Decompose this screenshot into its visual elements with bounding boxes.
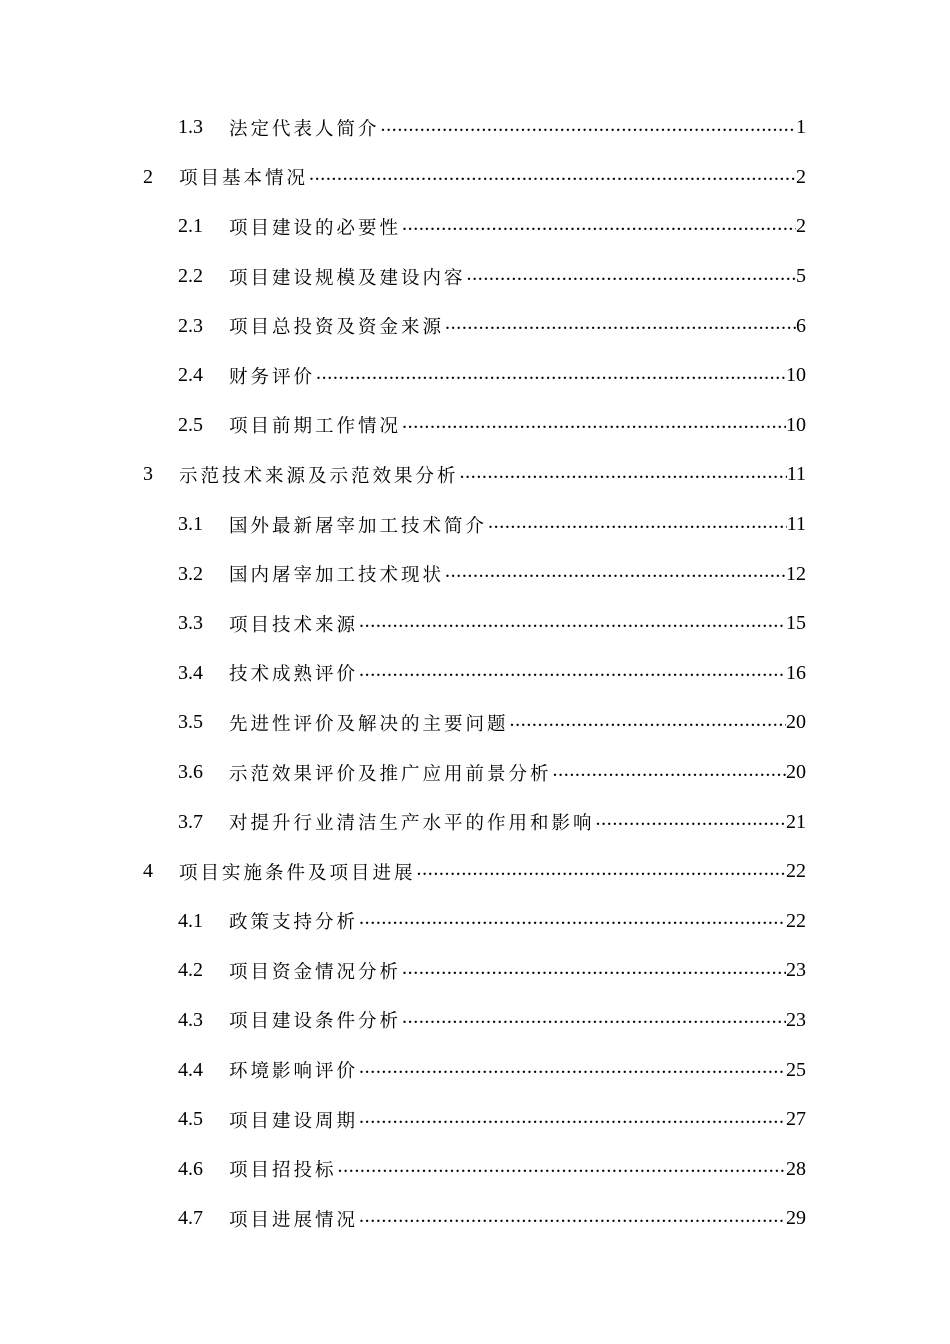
toc-entry-title: 先进性评价及解决的主要问题 bbox=[229, 713, 509, 735]
toc-entry-title: 项目建设条件分析 bbox=[229, 1011, 402, 1033]
toc-entry-number: 4.5 bbox=[178, 1108, 203, 1131]
toc-entry-number: 1.3 bbox=[178, 116, 203, 139]
toc-entry-title: 财务评价 bbox=[229, 366, 316, 388]
toc-entry-4-6[interactable] bbox=[0, 1144, 950, 1194]
toc-entry-number: 4 bbox=[143, 860, 153, 883]
toc-entry-3-1[interactable] bbox=[0, 500, 950, 550]
toc-entry-4[interactable] bbox=[0, 847, 950, 897]
toc-dot-leader bbox=[596, 812, 786, 832]
toc-entry-4-1[interactable] bbox=[0, 897, 950, 947]
toc-entry-4-7[interactable] bbox=[0, 1194, 950, 1244]
toc-entry-page: 23 bbox=[786, 959, 806, 982]
toc-entry-title: 技术成熟评价 bbox=[229, 664, 359, 686]
table-of-contents bbox=[0, 103, 950, 1244]
toc-dot-leader bbox=[488, 515, 787, 535]
toc-entry-number: 3.7 bbox=[178, 810, 203, 833]
toc-entry-title: 国内屠宰加工技术现状 bbox=[229, 565, 445, 587]
toc-entry-title: 项目技术来源 bbox=[229, 614, 359, 636]
toc-entry-title: 项目建设周期 bbox=[229, 1110, 359, 1132]
toc-entry-title: 项目基本情况 bbox=[179, 168, 309, 190]
toc-entry-4-5[interactable] bbox=[0, 1095, 950, 1145]
toc-entry-page: 25 bbox=[786, 1058, 806, 1081]
toc-dot-leader bbox=[309, 167, 796, 187]
toc-dot-leader bbox=[467, 267, 796, 287]
toc-entry-3-5[interactable] bbox=[0, 698, 950, 748]
toc-dot-leader bbox=[359, 663, 786, 683]
toc-entry-2-4[interactable] bbox=[0, 351, 950, 401]
toc-entry-2-2[interactable] bbox=[0, 252, 950, 302]
toc-entry-4-3[interactable] bbox=[0, 996, 950, 1046]
toc-dot-leader bbox=[402, 961, 786, 981]
toc-entry-title: 项目前期工作情况 bbox=[229, 416, 402, 438]
toc-dot-leader bbox=[402, 1010, 786, 1030]
toc-entry-3[interactable] bbox=[0, 450, 950, 500]
toc-dot-leader bbox=[460, 465, 787, 485]
toc-dot-leader bbox=[510, 713, 786, 733]
toc-dot-leader bbox=[359, 1110, 786, 1130]
toc-dot-leader bbox=[445, 564, 786, 584]
toc-entry-page: 10 bbox=[786, 364, 806, 387]
toc-entry-title: 示范技术来源及示范效果分析 bbox=[179, 465, 459, 487]
toc-entry-page: 22 bbox=[786, 860, 806, 883]
toc-entry-number: 2.3 bbox=[178, 314, 203, 337]
toc-entry-page: 15 bbox=[786, 612, 806, 635]
toc-entry-page: 2 bbox=[796, 215, 806, 238]
toc-entry-number: 3.3 bbox=[178, 612, 203, 635]
toc-entry-title: 项目资金情况分析 bbox=[229, 961, 402, 983]
toc-entry-title: 项目总投资及资金来源 bbox=[229, 317, 445, 339]
toc-entry-3-3[interactable] bbox=[0, 599, 950, 649]
toc-entry-3-7[interactable] bbox=[0, 797, 950, 847]
toc-entry-number: 4.3 bbox=[178, 1008, 203, 1031]
toc-entry-title: 项目建设规模及建设内容 bbox=[229, 267, 466, 289]
toc-entry-title: 环境影响评价 bbox=[229, 1061, 359, 1083]
toc-entry-page: 22 bbox=[786, 909, 806, 932]
toc-entry-3-2[interactable] bbox=[0, 549, 950, 599]
toc-dot-leader bbox=[445, 316, 796, 336]
toc-entry-number: 3 bbox=[143, 463, 153, 486]
toc-dot-leader bbox=[359, 614, 786, 634]
toc-entry-page: 21 bbox=[786, 810, 806, 833]
toc-dot-leader bbox=[553, 763, 786, 783]
toc-dot-leader bbox=[359, 1060, 786, 1080]
toc-entry-number: 3.4 bbox=[178, 661, 203, 684]
toc-entry-page: 20 bbox=[786, 711, 806, 734]
toc-entry-2-3[interactable] bbox=[0, 301, 950, 351]
toc-entry-number: 4.6 bbox=[178, 1157, 203, 1180]
toc-entry-number: 3.6 bbox=[178, 761, 203, 784]
toc-entry-number: 2.4 bbox=[178, 364, 203, 387]
toc-entry-number: 2.5 bbox=[178, 413, 203, 436]
toc-dot-leader bbox=[381, 118, 796, 138]
toc-entry-2[interactable] bbox=[0, 153, 950, 203]
toc-entry-4-2[interactable] bbox=[0, 946, 950, 996]
toc-dot-leader bbox=[316, 366, 786, 386]
toc-entry-page: 2 bbox=[796, 165, 806, 188]
toc-entry-page: 10 bbox=[786, 413, 806, 436]
toc-entry-page: 1 bbox=[796, 116, 806, 139]
toc-entry-title: 项目招投标 bbox=[229, 1160, 337, 1182]
toc-dot-leader bbox=[359, 1209, 786, 1229]
toc-entry-title: 项目实施条件及项目进展 bbox=[179, 862, 416, 884]
toc-entry-number: 4.4 bbox=[178, 1058, 203, 1081]
toc-entry-page: 20 bbox=[786, 761, 806, 784]
toc-entry-title: 国外最新屠宰加工技术简介 bbox=[229, 515, 488, 537]
toc-dot-leader bbox=[402, 415, 786, 435]
toc-entry-title: 法定代表人简介 bbox=[229, 118, 380, 140]
toc-entry-page: 23 bbox=[786, 1008, 806, 1031]
toc-entry-page: 28 bbox=[786, 1157, 806, 1180]
toc-entry-number: 3.5 bbox=[178, 711, 203, 734]
toc-entry-page: 11 bbox=[786, 463, 806, 486]
toc-entry-3-4[interactable] bbox=[0, 649, 950, 699]
toc-entry-1-3[interactable] bbox=[0, 103, 950, 153]
toc-entry-page: 27 bbox=[786, 1108, 806, 1131]
toc-dot-leader bbox=[417, 862, 786, 882]
toc-entry-page: 16 bbox=[786, 661, 806, 684]
toc-entry-number: 2.2 bbox=[178, 265, 203, 288]
toc-entry-title: 项目进展情况 bbox=[229, 1209, 359, 1231]
toc-entry-page: 12 bbox=[786, 562, 806, 585]
toc-entry-number: 2.1 bbox=[178, 215, 203, 238]
toc-dot-leader bbox=[338, 1159, 786, 1179]
toc-entry-title: 示范效果评价及推广应用前景分析 bbox=[229, 763, 552, 785]
toc-entry-number: 3.1 bbox=[178, 513, 203, 536]
toc-entry-page: 6 bbox=[796, 314, 806, 337]
toc-entry-number: 4.2 bbox=[178, 959, 203, 982]
toc-entry-number: 4.1 bbox=[178, 909, 203, 932]
toc-entry-3-6[interactable] bbox=[0, 748, 950, 798]
toc-entry-page: 5 bbox=[796, 265, 806, 288]
toc-dot-leader bbox=[359, 911, 786, 931]
toc-entry-title: 项目建设的必要性 bbox=[229, 217, 402, 239]
toc-entry-page: 29 bbox=[786, 1207, 806, 1230]
toc-entry-number: 3.2 bbox=[178, 562, 203, 585]
toc-entry-4-4[interactable] bbox=[0, 1045, 950, 1095]
toc-entry-number: 4.7 bbox=[178, 1207, 203, 1230]
toc-entry-page: 11 bbox=[786, 513, 806, 536]
toc-entry-2-1[interactable] bbox=[0, 202, 950, 252]
toc-entry-number: 2 bbox=[143, 165, 153, 188]
toc-entry-2-5[interactable] bbox=[0, 401, 950, 451]
toc-entry-title: 政策支持分析 bbox=[229, 912, 359, 934]
toc-entry-title: 对提升行业清洁生产水平的作用和影响 bbox=[229, 813, 595, 835]
toc-dot-leader bbox=[402, 217, 796, 237]
